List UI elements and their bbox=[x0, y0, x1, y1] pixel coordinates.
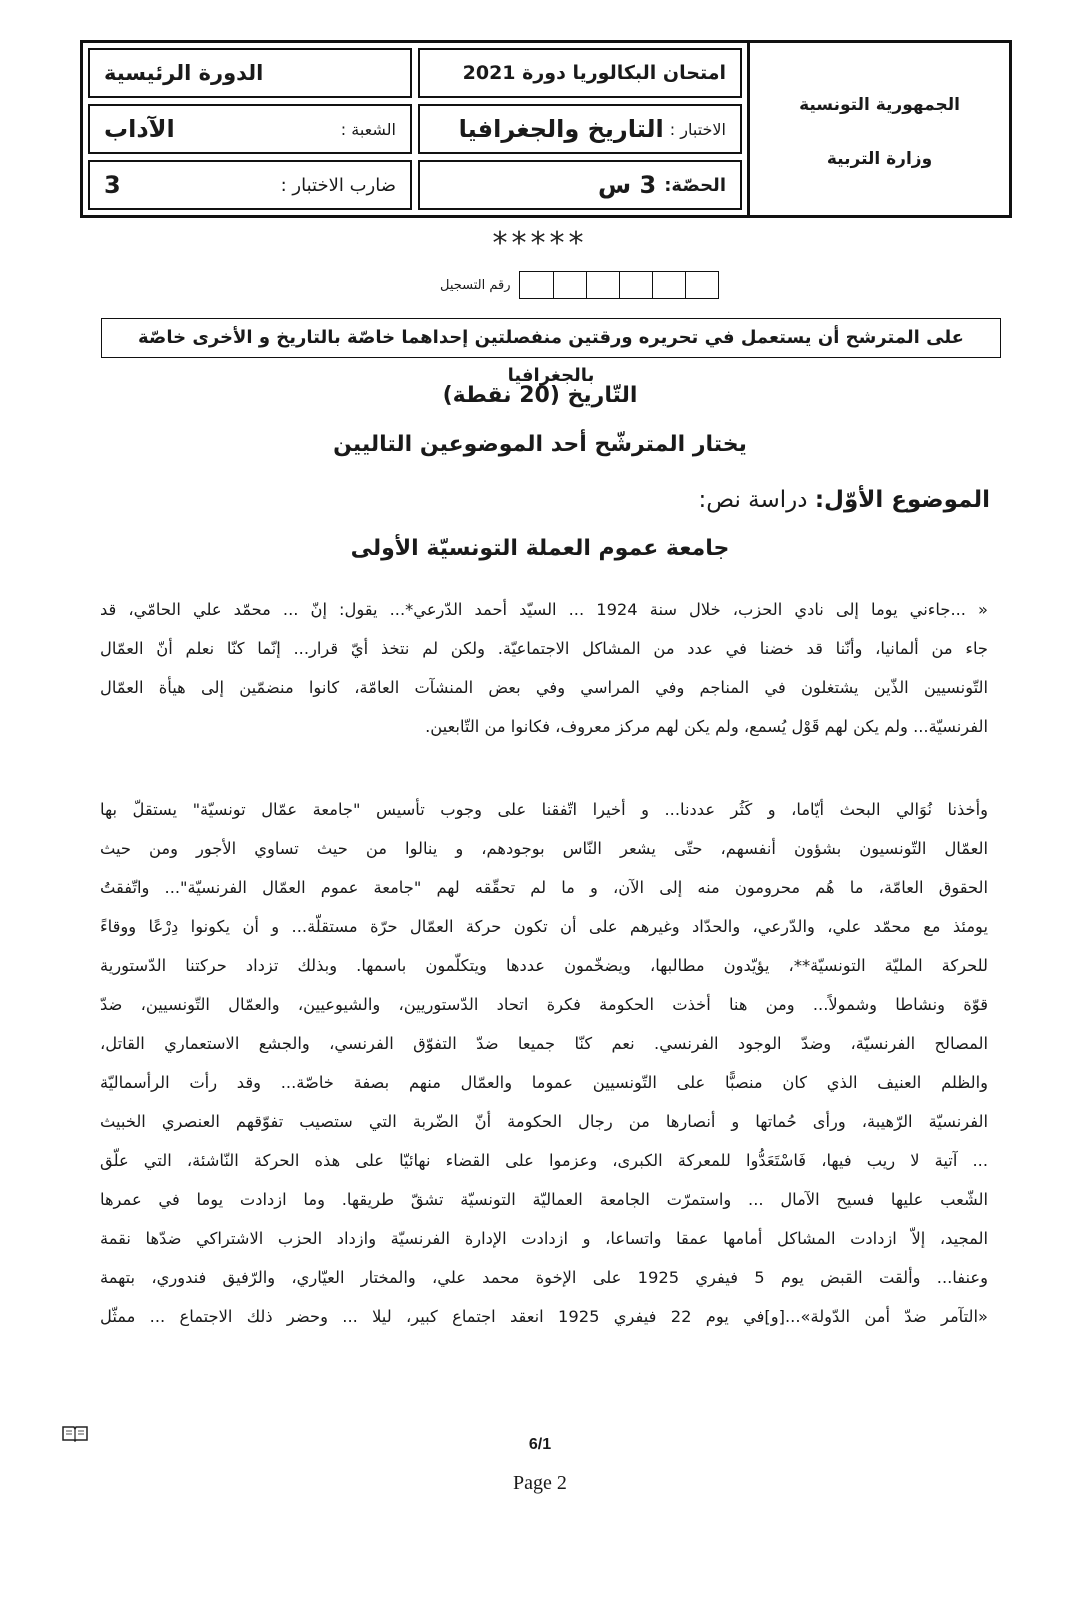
text-line: المصالح الفرنسيّة، وضدّ الوجود الفرنسي. نعم كنّا جميعا ضدّ التفوّق الفرنسي، والجشع الاستعماري القاتل، bbox=[100, 1034, 988, 1053]
history-title: التّاريخ (20 نقطة) bbox=[442, 383, 638, 408]
session-label: الدورة الرئيسية bbox=[104, 61, 264, 85]
text-line: قوّة ونشاطا وشمولاً... ومن هنا أخذت الحكومة فكرة اتحاد الدّستوريين، والشيوعيين، والعمّال التّونسيين، ضدّ bbox=[100, 995, 988, 1014]
text-line: المجيد، إلاّ ازدادت المشاكل أمامها عمقا واتساعا، و ازدادت الإدارة الفرنسيّة وازداد الحزب الاشتراكي ضدّها نقمة bbox=[100, 1229, 988, 1248]
page-footer: Page 2 bbox=[513, 1472, 567, 1494]
text-line: ... آتية لا ريب فيها، فَاسْتَعَدُّوا للمعركة الكبرى، وعزموا على القضاء نهائيّا على هذه الحركة النّاشئة، التي علّق bbox=[100, 1151, 988, 1170]
text-line: وأخذنا نُوَالي البحث أيّاما، و كَثُر عددنا... و أخيرا اتّفقنا على وجوب تأسيس "جامعة عمّال تونسيّة" يستقلّ بها bbox=[100, 800, 988, 819]
text-line: جاء من ألمانيا، وأنّنا قد خضنا في عدد من المشاكل الاجتماعيّة. ولكن لم نتخذ أيّ قرار... إنّما كنّا نعلم أنّ العمّال bbox=[100, 639, 988, 658]
topic-type: دراسة نص: bbox=[698, 487, 808, 513]
coef-cell bbox=[88, 160, 412, 210]
text-line: «التآمر ضدّ أمن الدّولة»...[و]في يوم 22 فيفري 1925 انعقد اجتماع كبير، ليلا ... وحضر ذلك الاجتماع ... ممثّل bbox=[100, 1307, 989, 1326]
exam-header bbox=[80, 40, 1012, 218]
exam-title-cell bbox=[418, 48, 742, 98]
session-cell bbox=[88, 48, 412, 98]
subject-value: التاريخ والجغرافيا bbox=[458, 115, 664, 143]
registration-row bbox=[440, 271, 719, 299]
text-line: والظلم العنيف الذي كان منصبًّا على التّونسيين عموما والعمّال منهم بصفة خاصّة... وقد رأت الرأسماليّة bbox=[100, 1073, 988, 1092]
subject-cell bbox=[418, 104, 742, 154]
text-line: العمّال التّونسيون بشؤون أنفسهم، حتّى يشعر النّاس بوجودهم، و ينالوا من حيث تساوي الأجور ومن حيث bbox=[100, 839, 988, 858]
text-line: التّونسيين الذّين يشتغلون في المناجم وفي المراسي وفي بعض المنشآت العامّة، كانوا منضمّين إلى هيأة العمّال bbox=[100, 678, 988, 697]
choose-instruction: يختار المترشّح أحد الموضوعين التاليين bbox=[333, 432, 747, 457]
duration-value: 3 س bbox=[598, 171, 657, 199]
duration-label: الحصّة: bbox=[664, 174, 726, 196]
text-line: للحركة المليّة التونسيّة**، يؤيّدون مطالبها، ويضخّمون عددها ويتكلّمون باسمها. وبذلك تزداد حركتنا الدّستورية bbox=[100, 956, 988, 975]
text-line: الفرنسيّة... ولم يكن لهم قَوْل يُسمع، ولم يكن لهم مركز معروف، فكانوا من التّابعين. bbox=[425, 717, 988, 736]
text-line: الشّعب عليها فسيح الآمال ... واستمرّت الجامعة العماليّة التونسيّة تشقّ طريقها. وما ازدادت يوما في عمرها bbox=[100, 1190, 988, 1209]
coef-label: ضارب الاختبار : bbox=[280, 174, 396, 196]
separator-stars: ***** bbox=[492, 226, 588, 261]
instruction-box: على المترشح أن يستعمل في تحريره ورقتين منفصلتين إحداهما خاصّة بالتاريخ و الأخرى خاصّة بالجغرافيا bbox=[101, 318, 1001, 358]
ministry-block bbox=[747, 43, 1009, 215]
registration-label: رقم التسجيل bbox=[440, 277, 511, 293]
page-number: 6/1 bbox=[528, 1436, 552, 1453]
text-line: « ...جاءني يوما إلى نادي الحزب، خلال سنة 1924 ... السيّد أحمد الدّرعي*... يقول: إنّ ... محمّد علي الحامّي، قد bbox=[100, 600, 988, 619]
branch-value: الآداب bbox=[104, 115, 175, 143]
branch-label: الشعبة : bbox=[340, 119, 396, 139]
paragraph-2 bbox=[100, 790, 988, 1336]
topic-heading bbox=[699, 487, 990, 513]
text-line: الحقوق العامّة، ما هُم محرومون منه إلى الآن، و ما لم تحقّقه لهم "جامعة عموم العمّال الفرنسيّة"... واتّفقتُ bbox=[100, 878, 988, 897]
exam-title: امتحان البكالوريا دورة 2021 bbox=[462, 62, 726, 84]
branch-cell bbox=[88, 104, 412, 154]
topic-label: الموضوع الأوّل: bbox=[814, 487, 990, 513]
duration-cell bbox=[418, 160, 742, 210]
subject-label: الاختبار : bbox=[669, 119, 726, 139]
coef-value: 3 bbox=[104, 171, 121, 199]
paragraph-1 bbox=[100, 590, 988, 746]
ministry-label: وزارة التربية bbox=[826, 149, 933, 169]
text-title: جامعة عموم العملة التونسيّة الأولى bbox=[350, 536, 730, 561]
registration-boxes[interactable] bbox=[519, 271, 719, 299]
text-line: يومئذ مع محمّد علي، والدّرعي، والحدّاد وغيرهم على أن تكون حركة العمّال حرّة مستقلّة... و أن يكونوا دِرْعًا ووقاءً bbox=[100, 917, 988, 936]
text-line: الفرنسيّة الرّهيبة، ورأى حُماتها و أنصارها من رجال الحكومة أنّ الضّربة التي ستصيب تفوّقهم العنصري الخبيث bbox=[100, 1112, 988, 1131]
republic-label: الجمهورية التونسية bbox=[799, 95, 960, 115]
exam-info-grid bbox=[83, 43, 747, 215]
text-line: وعنفا... وألقت القبض يوم 5 فيفري 1925 على الإخوة محمد علي، والمختار العيّاري، والرّفيق فندوري، بتهمة bbox=[100, 1268, 988, 1287]
